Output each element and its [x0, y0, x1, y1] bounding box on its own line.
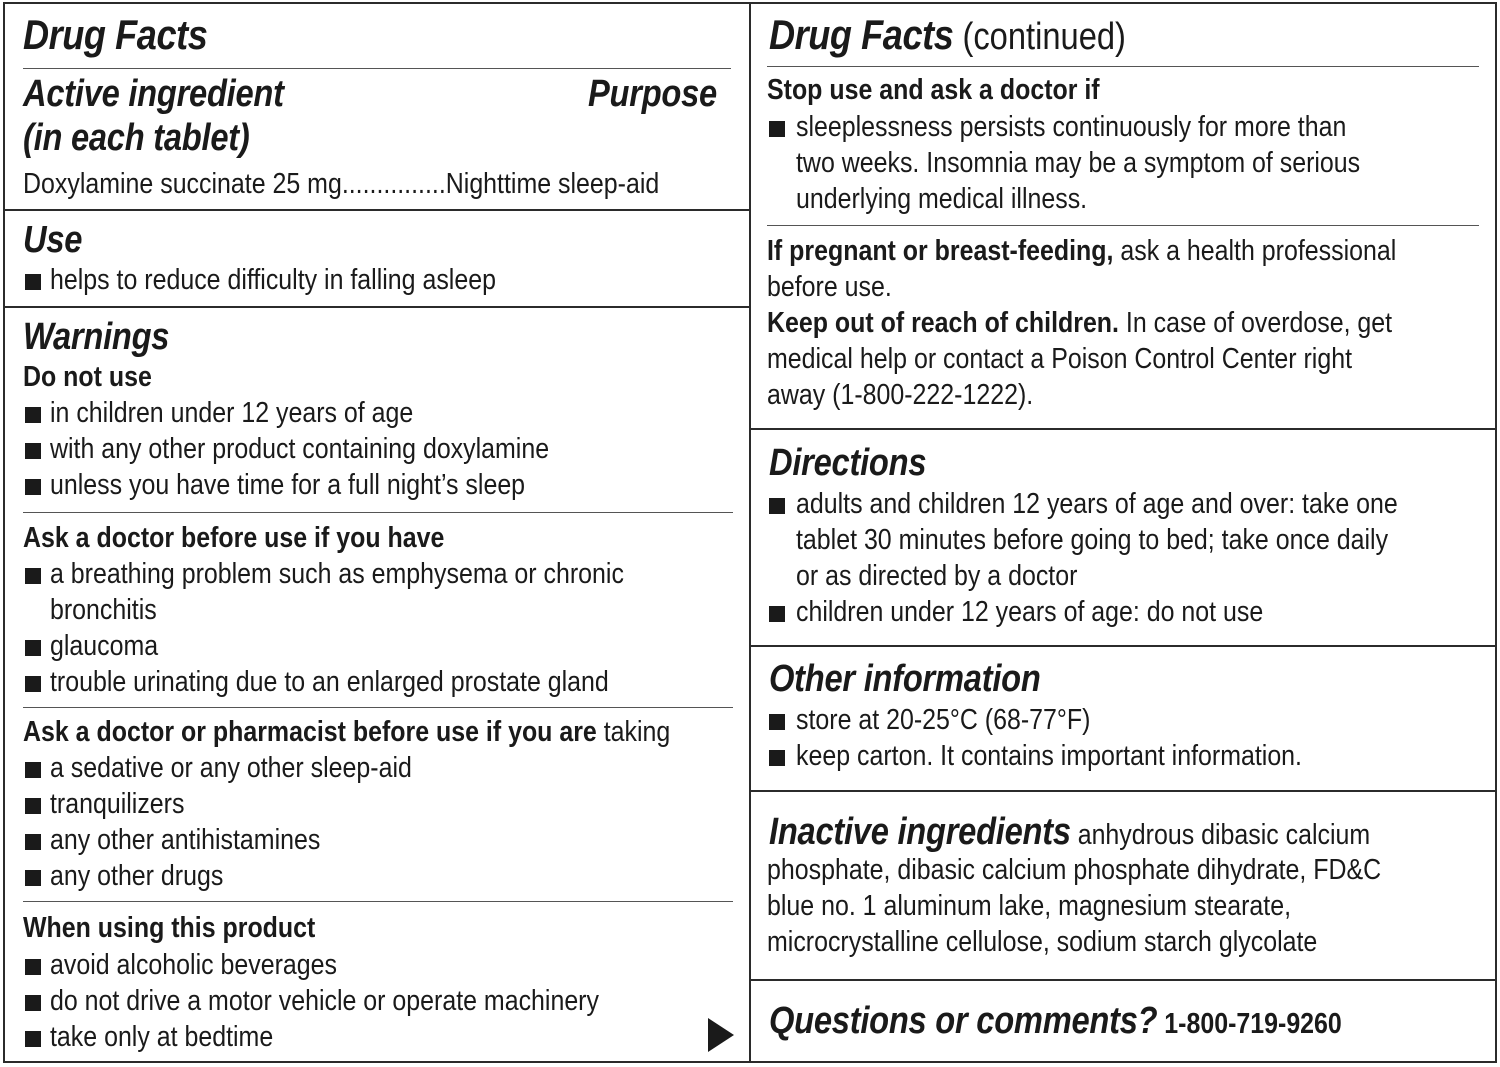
- other-information-item: keep carton. It contains important information.: [796, 740, 1302, 772]
- ask-pharmacist-heading: Ask a doctor or pharmacist before use if you are taking: [23, 716, 671, 748]
- pregnant-warning: If pregnant or breast-feeding, ask a health professional: [767, 235, 1397, 267]
- ask-doctor-item: trouble urinating due to an enlarged prostate gland: [50, 666, 609, 698]
- keep-out-warning: Keep out of reach of children. In case of overdose, get: [767, 307, 1393, 339]
- warnings-heading: Warnings: [23, 316, 170, 358]
- bullet: [25, 274, 41, 290]
- directions-item: adults and children 12 years of age and over: take one: [796, 488, 1398, 520]
- other-information-heading: Other information: [769, 658, 1041, 700]
- purpose-heading: Purpose: [588, 73, 717, 115]
- title-divider: [767, 66, 1479, 67]
- bullet: [25, 640, 41, 656]
- section-divider: [5, 209, 749, 211]
- section-divider: [751, 645, 1495, 647]
- ask-pharmacist-item: a sedative or any other sleep-aid: [50, 752, 412, 784]
- bullet: [25, 959, 41, 975]
- stop-use-text: two weeks. Insomnia may be a symptom of serious: [796, 147, 1361, 179]
- section-divider: [751, 979, 1495, 981]
- bullet: [25, 479, 41, 495]
- use-heading: Use: [23, 219, 83, 261]
- ask-doctor-item-continued: bronchitis: [50, 594, 157, 626]
- use-item: helps to reduce difficulty in falling asleep: [50, 264, 496, 296]
- subsection-divider: [23, 512, 733, 513]
- inactive-ingredients-text: blue no. 1 aluminum lake, magnesium stearate,: [767, 890, 1292, 922]
- bullet: [25, 798, 41, 814]
- ask-doctor-heading: Ask a doctor before use if you have: [23, 522, 445, 554]
- section-divider: [751, 428, 1495, 430]
- drug-facts-left-panel: [3, 2, 751, 1063]
- when-using-item: do not drive a motor vehicle or operate machinery: [50, 985, 599, 1017]
- ask-pharmacist-item: tranquilizers: [50, 788, 185, 820]
- questions-line: Questions or comments? 1-800-719-9260: [769, 1000, 1342, 1042]
- bullet: [25, 995, 41, 1011]
- drug-facts-title: Drug Facts: [23, 11, 208, 58]
- ask-pharmacist-item: any other drugs: [50, 860, 224, 892]
- do-not-use-item: in children under 12 years of age: [50, 397, 414, 429]
- when-using-heading: When using this product: [23, 912, 316, 944]
- bullet: [25, 870, 41, 886]
- subsection-divider: [767, 225, 1479, 226]
- bullet: [769, 714, 785, 730]
- other-information-item: store at 20-25°C (68-77°F): [796, 704, 1091, 736]
- directions-heading: Directions: [769, 442, 927, 484]
- bullet: [25, 568, 41, 584]
- bullet: [25, 676, 41, 692]
- ask-pharmacist-item: any other antihistamines: [50, 824, 321, 856]
- when-using-item: avoid alcoholic beverages: [50, 949, 337, 981]
- do-not-use-heading: Do not use: [23, 361, 152, 393]
- inactive-ingredients-line: Inactive ingredients anhydrous dibasic calcium: [769, 811, 1371, 853]
- subsection-divider: [23, 901, 733, 902]
- bullet: [769, 606, 785, 622]
- stop-use-text: sleeplessness persists continuously for more than: [796, 111, 1347, 143]
- active-ingredient-line: Doxylamine succinate 25 mg...............Nighttime sleep-aid: [23, 168, 660, 200]
- when-using-item: take only at bedtime: [50, 1021, 274, 1053]
- bullet: [25, 762, 41, 778]
- bullet: [25, 1031, 41, 1047]
- ask-doctor-item: a breathing problem such as emphysema or chronic: [50, 558, 624, 590]
- bullet: [25, 443, 41, 459]
- bullet: [769, 750, 785, 766]
- directions-item-continued: or as directed by a doctor: [796, 560, 1078, 592]
- do-not-use-item: with any other product containing doxylamine: [50, 433, 550, 465]
- bullet: [769, 121, 785, 137]
- title-divider: [23, 68, 731, 69]
- bullet: [25, 834, 41, 850]
- pregnant-warning-continued: before use.: [767, 271, 892, 303]
- stop-use-text: underlying medical illness.: [796, 183, 1088, 215]
- section-divider: [751, 790, 1495, 792]
- keep-out-warning-continued: medical help or contact a Poison Control Center right: [767, 343, 1353, 375]
- bullet: [25, 407, 41, 423]
- questions-phone: 1-800-719-9260: [1164, 1008, 1342, 1040]
- do-not-use-item: unless you have time for a full night’s sleep: [50, 469, 526, 501]
- stop-use-heading: Stop use and ask a doctor if: [767, 74, 1100, 106]
- inactive-ingredients-text: microcrystalline cellulose, sodium starch glycolate: [767, 926, 1318, 958]
- ask-doctor-item: glaucoma: [50, 630, 159, 662]
- bullet: [769, 498, 785, 514]
- active-ingredient-subheading: (in each tablet): [23, 117, 250, 159]
- directions-item: children under 12 years of age: do not use: [796, 596, 1264, 628]
- directions-item-continued: tablet 30 minutes before going to bed; take once daily: [796, 524, 1389, 556]
- active-ingredient-heading: Active ingredient: [23, 73, 284, 115]
- inactive-ingredients-text: phosphate, dibasic calcium phosphate dihydrate, FD&C: [767, 854, 1382, 886]
- drug-facts-right-panel: [749, 2, 1497, 1063]
- subsection-divider: [23, 707, 733, 708]
- section-divider: [5, 306, 749, 308]
- continued-arrow-icon: [708, 1018, 734, 1052]
- drug-facts-continued-title: Drug Facts (continued): [769, 11, 1126, 58]
- keep-out-warning-continued: away (1-800-222-1222).: [767, 379, 1034, 411]
